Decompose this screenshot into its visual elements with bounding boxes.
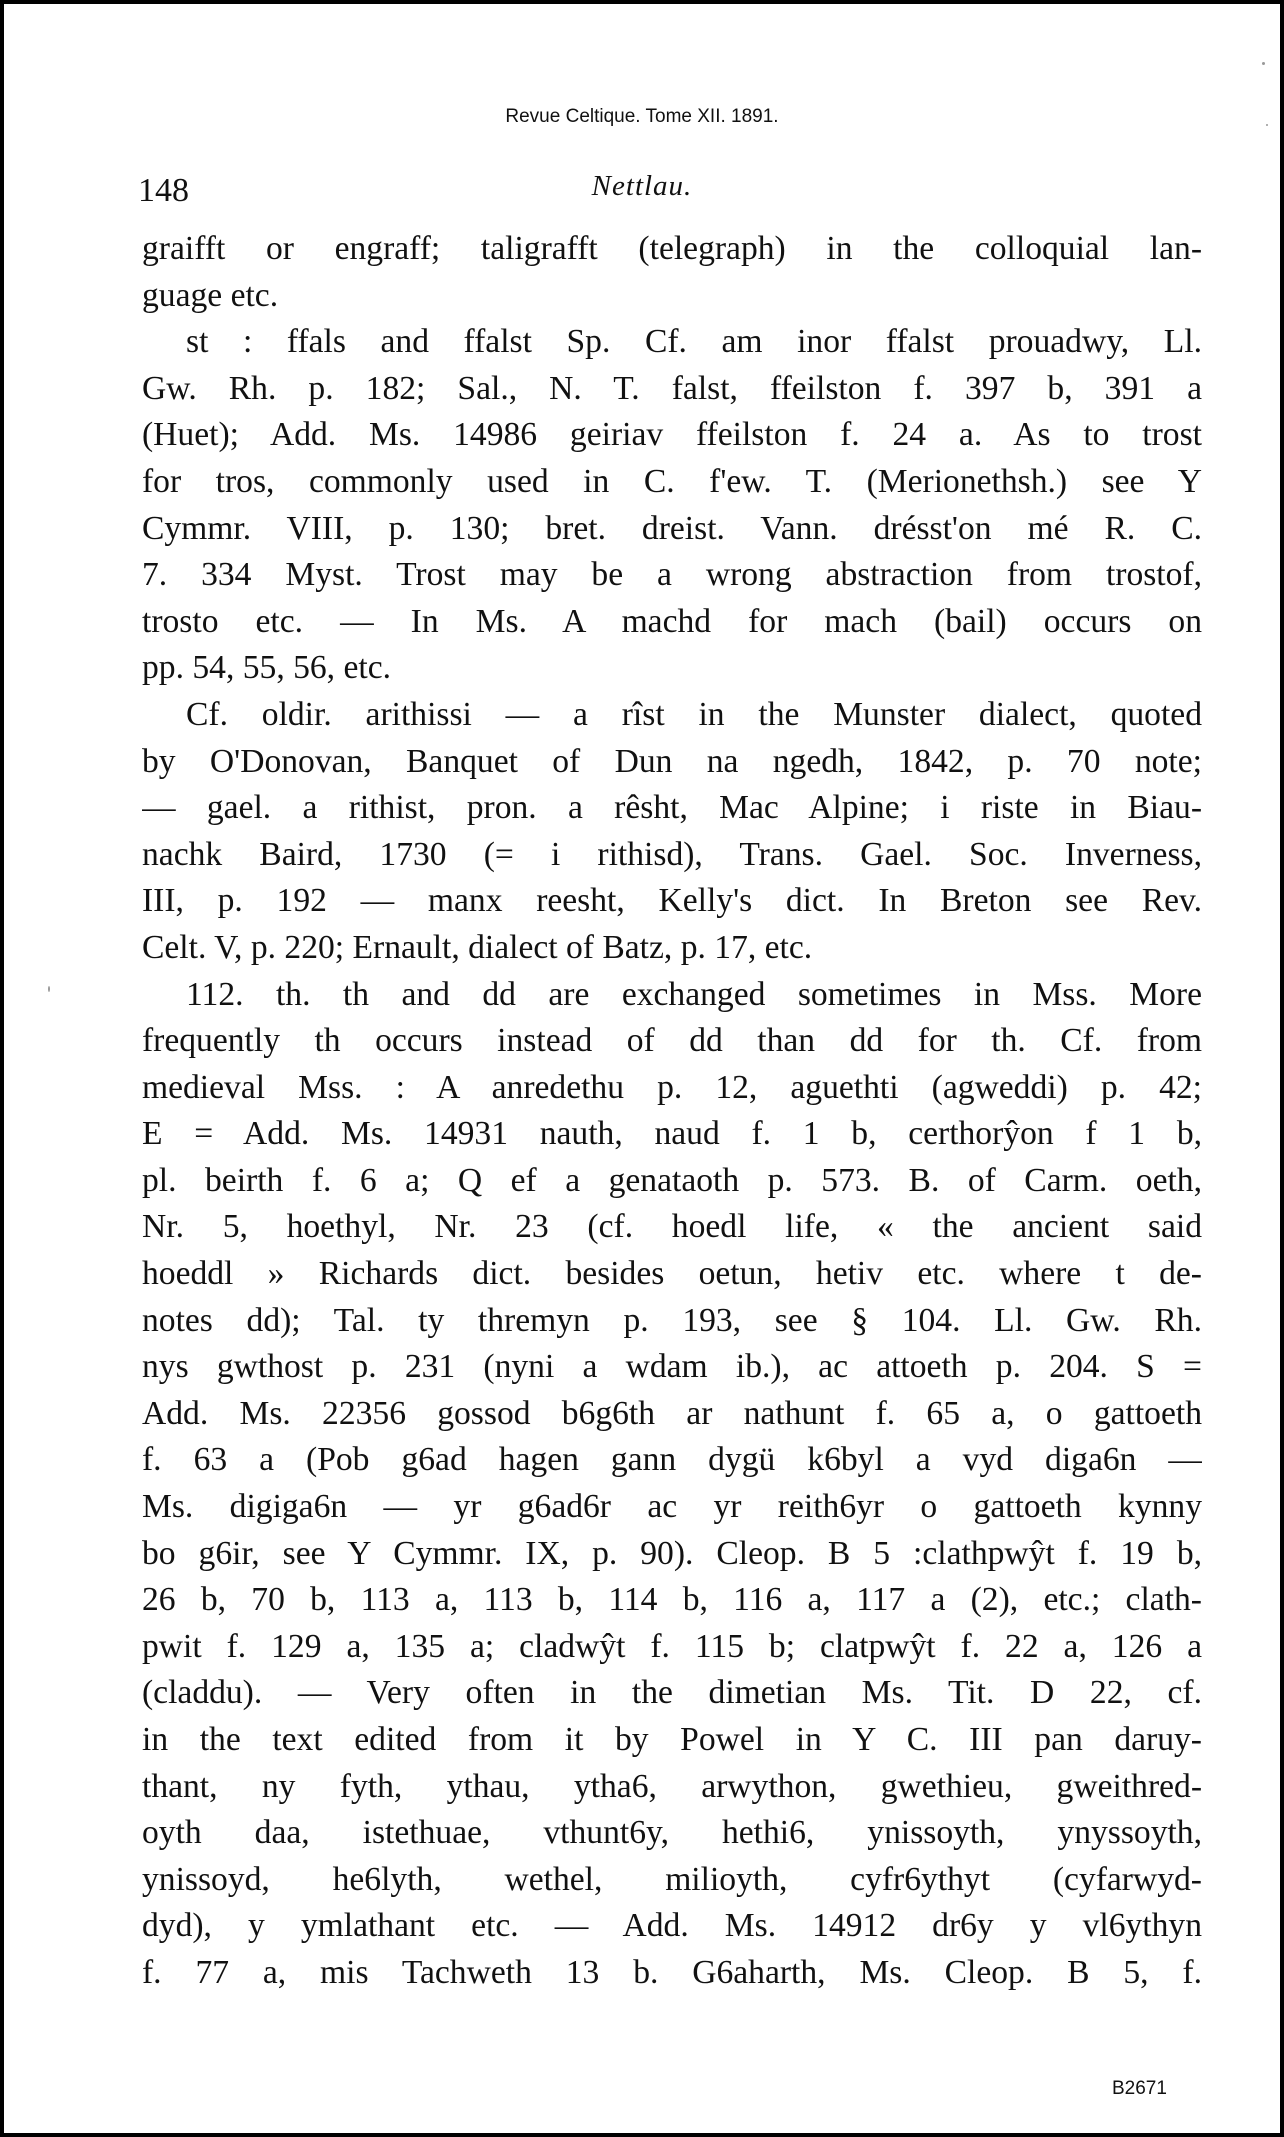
journal-header: Revue Celtique. Tome XII. 1891. (505, 106, 779, 127)
text-line: 26 b, 70 b, 113 a, 113 b, 114 b, 116 a, 117 a (2), etc.; clath- (142, 1581, 1202, 1619)
text-line: E = Add. Ms. 14931 nauth, naud f. 1 b, certhorŷon f 1 b, (142, 1115, 1202, 1153)
text-line: f. 63 a (Pob g6ad hagen gann dygü k6byl a vyd diga6n — (142, 1441, 1202, 1479)
text-line: guage etc. (142, 276, 279, 314)
text-line: ynissoyd, he6lyth, wethel, milioyth, cyfr6ythyt (cyfarwyd- (142, 1860, 1202, 1898)
text-line: pwit f. 129 a, 135 a; cladwŷt f. 115 b; clatpwŷt f. 22 a, 126 a (142, 1627, 1202, 1665)
text-line: pl. beirth f. 6 a; Q ef a genataoth p. 573. B. of Carm. oeth, (142, 1161, 1202, 1199)
text-line: — gael. a rithist, pron. a rêsht, Mac Alpine; i riste in Biau- (142, 789, 1202, 827)
text-line: frequently th occurs instead of dd than dd for th. Cf. from (142, 1022, 1202, 1060)
text-line: f. 77 a, mis Tachweth 13 b. G6aharth, Ms. Cleop. B 5, f. (142, 1953, 1202, 1991)
text-line: in the text edited from it by Powel in Y C. III pan daruy- (142, 1721, 1202, 1758)
text-line: thant, ny fyth, ythau, ytha6, arwython, gwethieu, gweithred- (142, 1767, 1202, 1805)
text-line: 7. 334 Myst. Trost may be a wrong abstraction from trostof, (142, 556, 1202, 594)
scan-speck (1262, 62, 1265, 65)
text-line: notes dd); Tal. ty thremyn p. 193, see § 104. Ll. Gw. Rh. (142, 1301, 1202, 1339)
running-title: Nettlau. (591, 170, 693, 202)
text-line: st : ffals and ffalst Sp. Cf. am inor ffalst prouadwy, Ll. (186, 323, 1202, 361)
text-line: graifft or engraff; taligrafft (telegraph) in the colloquial lan- (142, 230, 1202, 267)
text-line: 112. th. th and dd are exchanged sometimes in Mss. More (186, 975, 1202, 1013)
text-line: III, p. 192 — manx reesht, Kelly's dict. In Breton see Rev. (142, 882, 1202, 920)
text-line: by O'Donovan, Banquet of Dun na ngedh, 1842, p. 70 note; (142, 742, 1202, 780)
text-line: pp. 54, 55, 56, etc. (142, 649, 391, 687)
text-line: Cf. oldir. arithissi — a rîst in the Munster dialect, quoted (186, 695, 1202, 733)
text-line: Gw. Rh. p. 182; Sal., N. T. falst, ffeilston f. 397 b, 391 a (142, 369, 1202, 407)
text-line: bo g6ir, see Y Cymmr. IX, p. 90). Cleop. B 5 :clathpwŷt f. 19 b, (142, 1534, 1202, 1572)
text-line: (Huet); Add. Ms. 14986 geiriav ffeilston f. 24 a. As to trost (142, 416, 1202, 454)
text-line: nachk Baird, 1730 (= i rithisd), Trans. Gael. Soc. Inverness, (142, 835, 1202, 873)
text-line: hoeddl » Richards dict. besides oetun, hetiv etc. where t de- (142, 1255, 1202, 1293)
text-line: dyd), y ymlathant etc. — Add. Ms. 14912 dr6y y vl6ythyn (142, 1907, 1202, 1945)
scan-speck (48, 986, 50, 992)
text-line: (claddu). — Very often in the dimetian Ms. Tit. D 22, cf. (142, 1674, 1202, 1712)
text-line: trosto etc. — In Ms. A machd for mach (bail) occurs on (142, 602, 1202, 640)
body-text (142, 226, 1202, 1997)
text-line: Ms. digiga6n — yr g6ad6r ac yr reith6yr o gattoeth kynny (142, 1488, 1202, 1526)
text-line: oyth daa, istethuae, vthunt6y, hethi6, ynissoyth, ynyssoyth, (142, 1814, 1202, 1852)
catalog-code: B2671 (1112, 2078, 1167, 2099)
page-number: 148 (138, 172, 189, 209)
scan-speck (1266, 124, 1268, 126)
text-line: Add. Ms. 22356 gossod b6g6th ar nathunt f. 65 a, o gattoeth (142, 1394, 1202, 1432)
text-line: nys gwthost p. 231 (nyni a wdam ib.), ac attoeth p. 204. S = (142, 1348, 1202, 1386)
text-line: for tros, commonly used in C. f'ew. T. (Merionethsh.) see Y (142, 462, 1202, 500)
text-line: medieval Mss. : A anredethu p. 12, aguethti (agweddi) p. 42; (142, 1068, 1202, 1106)
text-line: Celt. V, p. 220; Ernault, dialect of Batz, p. 17, etc. (142, 928, 813, 966)
text-line: Nr. 5, hoethyl, Nr. 23 (cf. hoedl life, « the ancient said (142, 1208, 1202, 1246)
text-line: Cymmr. VIII, p. 130; bret. dreist. Vann. drésst'on mé R. C. (142, 509, 1202, 547)
